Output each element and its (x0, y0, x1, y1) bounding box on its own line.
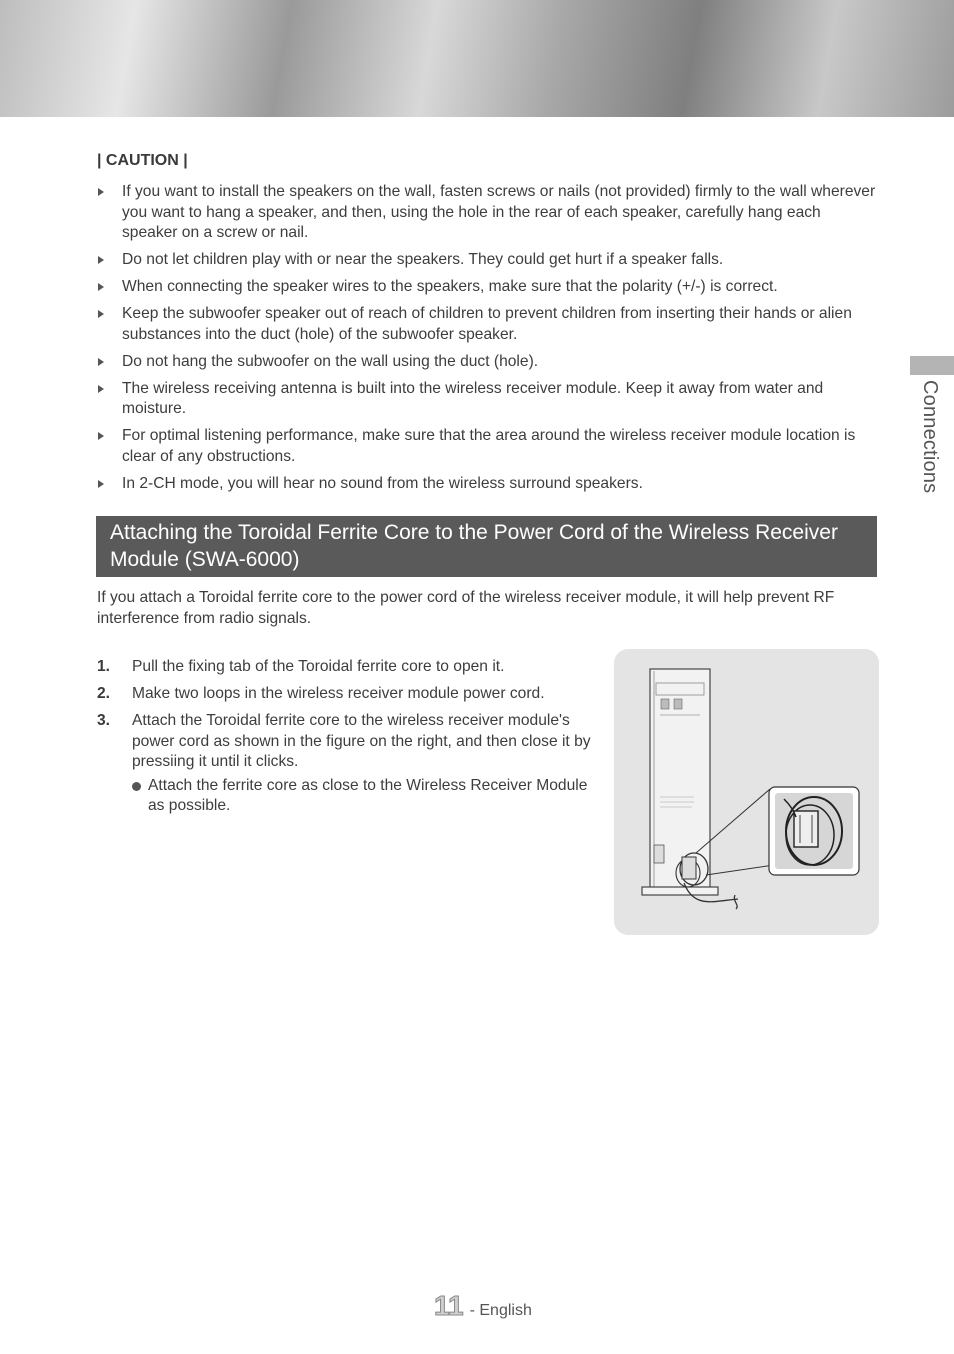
step-number: 1. (97, 658, 111, 675)
step-item (97, 657, 602, 678)
bullet-triangle-icon (98, 188, 104, 196)
step-text: Make two loops in the wireless receiver module power cord. (132, 685, 545, 702)
chapter-tab-marker (910, 356, 954, 375)
section-heading: Attaching the Toroidal Ferrite Core to the Power Cord of the Wireless Receiver Module (SWA-6000) (96, 516, 877, 577)
step-text: Pull the fixing tab of the Toroidal ferrite core to open it. (132, 658, 505, 675)
receiver-module-drawing (614, 649, 879, 935)
steps-list (97, 657, 602, 823)
caution-item-text: If you want to install the speakers on the wall, fasten screws or nails (not provided) firmly to the wall wherever you want to hang a speaker, and then, using the hole in the rear of each speaker, carefully hang each speaker on a screw or nail. (122, 183, 876, 241)
bullet-triangle-icon (98, 256, 104, 264)
page-number: 11 (434, 1290, 464, 1321)
section-intro: If you attach a Toroidal ferrite core to the power cord of the wireless receiver module, it will help prevent RF interference from radio signals. (97, 589, 835, 627)
step-number: 2. (97, 685, 111, 702)
bullet-triangle-icon (98, 358, 104, 366)
caution-item (97, 304, 877, 345)
bullet-triangle-icon (98, 385, 104, 393)
caution-item-text: Do not hang the subwoofer on the wall using the duct (hole). (122, 352, 539, 370)
caution-list (97, 182, 877, 501)
caution-item (97, 277, 877, 298)
caution-item (97, 352, 877, 373)
caution-item (97, 250, 877, 271)
header-banner (0, 0, 954, 117)
caution-item (97, 379, 877, 420)
caution-item-text: In 2-CH mode, you will hear no sound from the wireless surround speakers. (122, 474, 643, 492)
bullet-triangle-icon (98, 310, 104, 318)
page-language: - English (469, 1302, 532, 1319)
caution-item-text: Do not let children play with or near the speakers. They could get hurt if a speaker falls. (122, 251, 724, 268)
caution-item (97, 182, 877, 244)
chapter-tab-label: Connections (919, 380, 941, 494)
caution-item (97, 426, 877, 467)
step-note-text: Attach the ferrite core as close to the Wireless Receiver Module as possible. (148, 776, 588, 814)
caution-heading: | CAUTION | (97, 152, 188, 169)
bullet-triangle-icon (98, 480, 104, 488)
step-number: 3. (97, 712, 111, 729)
ferrite-core-illustration (614, 649, 879, 935)
caution-item-text: The wireless receiving antenna is built into the wireless receiver module. Keep it away from water and moisture. (122, 379, 824, 417)
step-item (97, 684, 602, 705)
step-text: Attach the Toroidal ferrite core to the wireless receiver module's power cord as shown in the figure on the right, and then close it by pressiing it until it clicks. (132, 712, 591, 770)
bullet-triangle-icon (98, 283, 104, 291)
bullet-triangle-icon (98, 432, 104, 440)
caution-item-text: For optimal listening performance, make sure that the area around the wireless receiver module location is clear of any obstructions. (122, 427, 856, 465)
caution-item-text: Keep the subwoofer speaker out of reach of children to prevent children from inserting their hands or alien substances into the duct (hole) of the subwoofer speaker. (122, 305, 852, 343)
page-footer (434, 1290, 532, 1322)
step-item (97, 711, 602, 817)
step-note (132, 776, 602, 817)
caution-item-text: When connecting the speaker wires to the speakers, make sure that the polarity (+/-) is correct. (122, 278, 778, 295)
bullet-dot-icon (132, 782, 141, 791)
caution-item (97, 474, 877, 495)
